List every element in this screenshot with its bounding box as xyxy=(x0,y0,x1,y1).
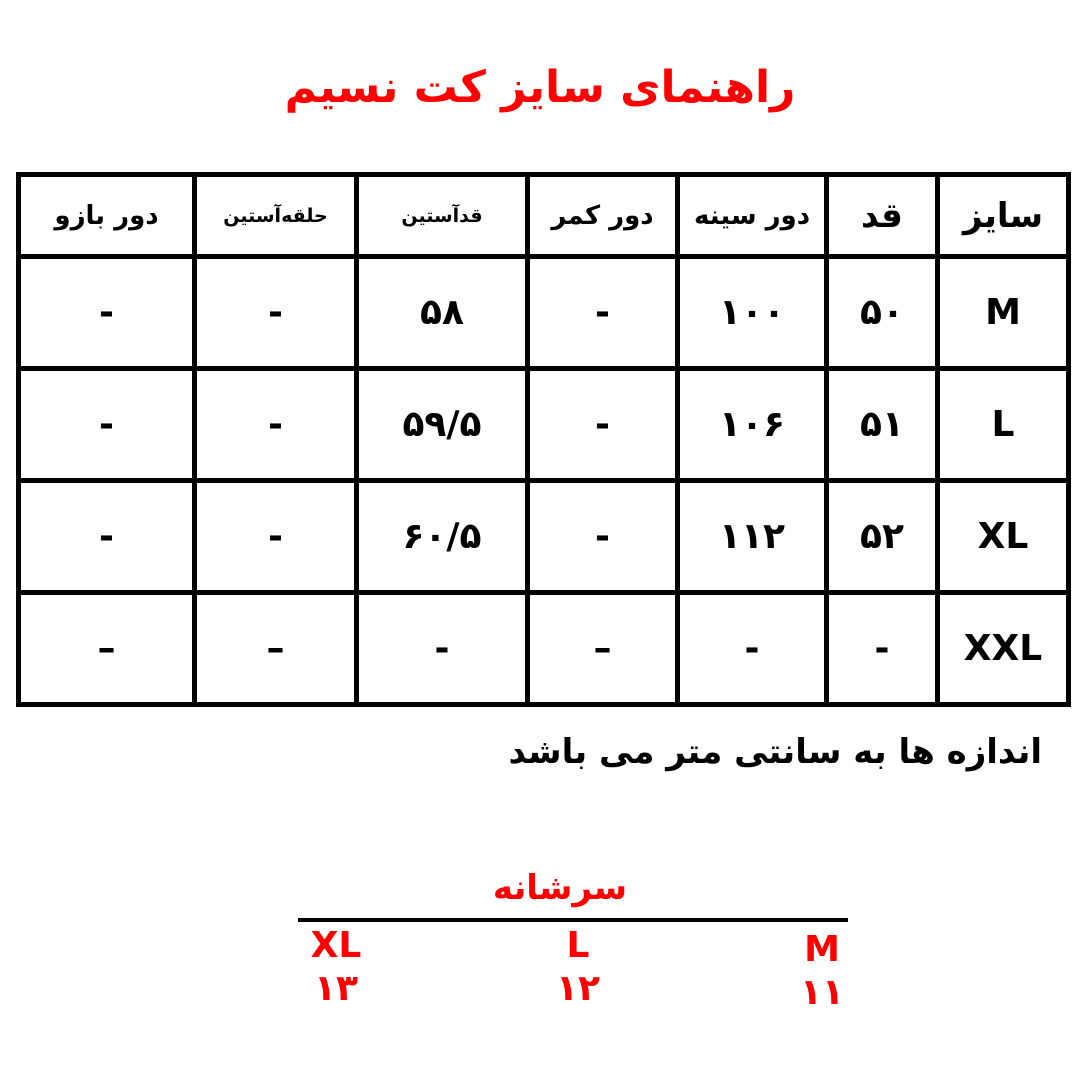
cell-length: ۵۰ xyxy=(827,257,938,369)
cell-size: M xyxy=(938,257,1069,369)
cell-chest: ۱۰۰ xyxy=(678,257,827,369)
shoulder-size-label: XL xyxy=(310,925,362,966)
cell-arm: - xyxy=(19,257,195,369)
table-header-row xyxy=(19,175,1069,257)
cell-sleeve-length: ۵۸ xyxy=(357,257,528,369)
shoulder-title: سرشانه xyxy=(492,868,628,908)
page-title: راهنمای سایز کت نسیم xyxy=(284,62,796,113)
cell-waist: - xyxy=(528,481,678,593)
header-sleeve-length: قدآستین xyxy=(357,175,528,257)
shoulder-value: ۱۲ xyxy=(556,967,600,1009)
shoulder-value: ۱۳ xyxy=(314,967,358,1009)
header-chest: دور سینه xyxy=(678,175,827,257)
shoulder-size-label: M xyxy=(804,929,840,970)
cell-armhole: - xyxy=(195,257,357,369)
cell-length: - xyxy=(827,593,938,705)
cell-armhole: – xyxy=(195,593,357,705)
cell-size: XXL xyxy=(938,593,1069,705)
cell-chest: ۱۰۶ xyxy=(678,369,827,481)
size-table xyxy=(16,172,1071,707)
cell-length: ۵۲ xyxy=(827,481,938,593)
shoulder-divider xyxy=(298,918,848,922)
table-row xyxy=(19,257,1069,369)
table-row xyxy=(19,481,1069,593)
header-armhole: حلقه‌آستین xyxy=(195,175,357,257)
cell-armhole: - xyxy=(195,369,357,481)
cell-waist: – xyxy=(528,593,678,705)
unit-note: اندازه ها به سانتی متر می باشد xyxy=(508,732,1042,772)
header-size: سایز xyxy=(938,175,1069,257)
shoulder-value: ۱۱ xyxy=(800,971,844,1013)
cell-length: ۵۱ xyxy=(827,369,938,481)
cell-armhole: - xyxy=(195,481,357,593)
cell-sleeve-length: ۵۹/۵ xyxy=(357,369,528,481)
cell-sleeve-length: ۶۰/۵ xyxy=(357,481,528,593)
header-length: قد xyxy=(827,175,938,257)
cell-arm: - xyxy=(19,369,195,481)
table-row xyxy=(19,593,1069,705)
cell-arm: - xyxy=(19,481,195,593)
shoulder-item-m xyxy=(762,930,882,1016)
shoulder-item-xl xyxy=(276,926,396,1012)
cell-chest: - xyxy=(678,593,827,705)
cell-arm: – xyxy=(19,593,195,705)
header-waist: دور کمر xyxy=(528,175,678,257)
cell-size: L xyxy=(938,369,1069,481)
table-row xyxy=(19,369,1069,481)
shoulder-item-l xyxy=(518,926,638,1012)
cell-chest: ۱۱۲ xyxy=(678,481,827,593)
cell-waist: - xyxy=(528,369,678,481)
header-arm: دور بازو xyxy=(19,175,195,257)
shoulder-size-label: L xyxy=(566,925,590,966)
cell-waist: - xyxy=(528,257,678,369)
cell-size: XL xyxy=(938,481,1069,593)
cell-sleeve-length: - xyxy=(357,593,528,705)
